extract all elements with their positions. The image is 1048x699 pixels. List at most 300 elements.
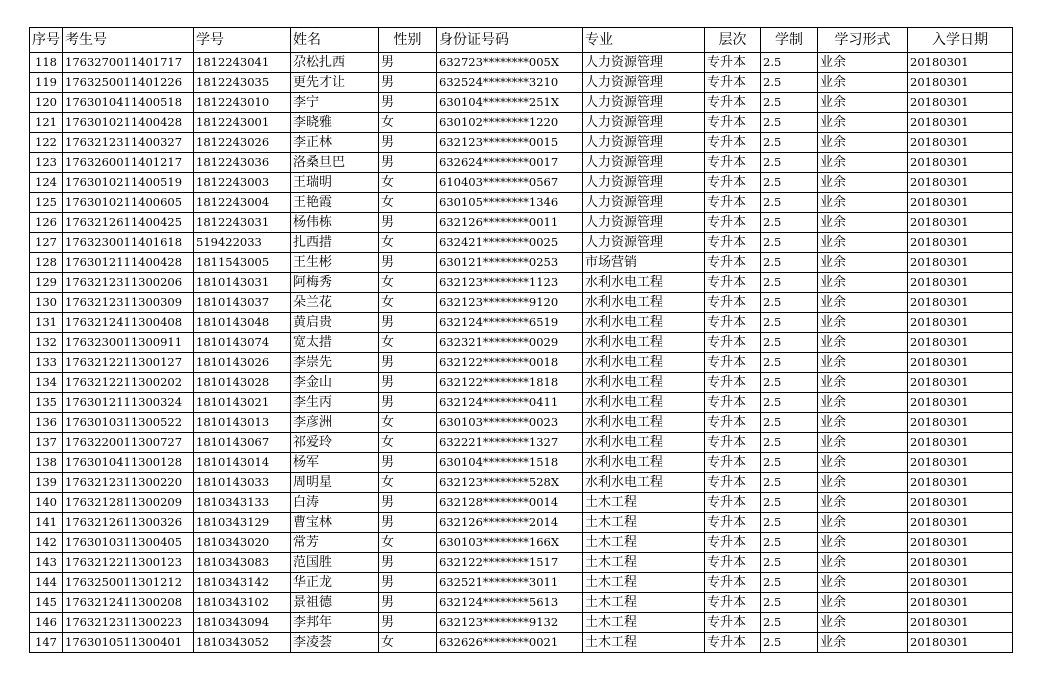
cell-enroll-date: 20180301 [908, 153, 1013, 173]
cell-student-id: 1812243003 [194, 173, 291, 193]
cell-id-card: 632122********1818 [437, 373, 583, 393]
cell-study-form: 业余 [818, 333, 908, 353]
cell-seq: 136 [30, 413, 63, 433]
cell-name: 祁爱玲 [291, 433, 379, 453]
cell-level: 专升本 [705, 393, 761, 413]
cell-level: 专升本 [705, 313, 761, 333]
cell-enroll-date: 20180301 [908, 213, 1013, 233]
cell-level: 专升本 [705, 573, 761, 593]
cell-student-id: 1812243026 [194, 133, 291, 153]
cell-study-form: 业余 [818, 533, 908, 553]
cell-study-form: 业余 [818, 193, 908, 213]
table-row [30, 173, 1013, 193]
cell-duration: 2.5 [761, 133, 818, 153]
cell-id-card: 630103********0023 [437, 413, 583, 433]
cell-enroll-date: 20180301 [908, 173, 1013, 193]
table-row [30, 253, 1013, 273]
cell-name: 杨伟栋 [291, 213, 379, 233]
cell-name: 李彦洲 [291, 413, 379, 433]
cell-student-id: 1812243010 [194, 93, 291, 113]
cell-duration: 2.5 [761, 233, 818, 253]
cell-enroll-date: 20180301 [908, 193, 1013, 213]
cell-id-card: 632124********0411 [437, 393, 583, 413]
cell-seq: 142 [30, 533, 63, 553]
table-row [30, 513, 1013, 533]
cell-name: 尕松扎西 [291, 53, 379, 73]
header-enroll-date: 入学日期 [908, 28, 1013, 53]
cell-seq: 126 [30, 213, 63, 233]
cell-enroll-date: 20180301 [908, 73, 1013, 93]
cell-exam-no: 1763220011300727 [63, 433, 194, 453]
cell-enroll-date: 20180301 [908, 233, 1013, 253]
table-row [30, 93, 1013, 113]
cell-exam-no: 1763010211400519 [63, 173, 194, 193]
cell-duration: 2.5 [761, 373, 818, 393]
cell-study-form: 业余 [818, 213, 908, 233]
cell-duration: 2.5 [761, 53, 818, 73]
cell-id-card: 630103********166X [437, 533, 583, 553]
cell-exam-no: 1763230011401618 [63, 233, 194, 253]
cell-id-card: 632123********9120 [437, 293, 583, 313]
cell-study-form: 业余 [818, 93, 908, 113]
cell-level: 专升本 [705, 533, 761, 553]
cell-major: 水利水电工程 [583, 473, 705, 493]
cell-seq: 143 [30, 553, 63, 573]
cell-level: 专升本 [705, 453, 761, 473]
cell-name: 李宁 [291, 93, 379, 113]
cell-exam-no: 1763212311400327 [63, 133, 194, 153]
cell-gender: 男 [379, 513, 437, 533]
cell-id-card: 632723********005X [437, 53, 583, 73]
cell-gender: 男 [379, 553, 437, 573]
cell-gender: 男 [379, 133, 437, 153]
cell-major: 土木工程 [583, 633, 705, 653]
cell-gender: 男 [379, 53, 437, 73]
cell-student-id: 1810343102 [194, 593, 291, 613]
table-row [30, 133, 1013, 153]
cell-duration: 2.5 [761, 113, 818, 133]
cell-exam-no: 1763260011401217 [63, 153, 194, 173]
cell-name: 黄启贵 [291, 313, 379, 333]
cell-seq: 137 [30, 433, 63, 453]
cell-gender: 男 [379, 93, 437, 113]
cell-id-card: 632122********0018 [437, 353, 583, 373]
cell-major: 土木工程 [583, 493, 705, 513]
cell-seq: 124 [30, 173, 63, 193]
cell-seq: 135 [30, 393, 63, 413]
cell-name: 阿梅秀 [291, 273, 379, 293]
header-study-form: 学习形式 [818, 28, 908, 53]
cell-exam-no: 1763012111400428 [63, 253, 194, 273]
table-row [30, 313, 1013, 333]
cell-level: 专升本 [705, 173, 761, 193]
cell-major: 土木工程 [583, 593, 705, 613]
table-row [30, 553, 1013, 573]
cell-study-form: 业余 [818, 373, 908, 393]
cell-exam-no: 1763012111300324 [63, 393, 194, 413]
cell-level: 专升本 [705, 133, 761, 153]
cell-duration: 2.5 [761, 533, 818, 553]
cell-major: 人力资源管理 [583, 53, 705, 73]
cell-exam-no: 1763270011401717 [63, 53, 194, 73]
table-row [30, 533, 1013, 553]
cell-id-card: 632124********5613 [437, 593, 583, 613]
cell-exam-no: 1763212411300208 [63, 593, 194, 613]
cell-enroll-date: 20180301 [908, 533, 1013, 553]
cell-gender: 男 [379, 373, 437, 393]
cell-study-form: 业余 [818, 253, 908, 273]
cell-name: 李正林 [291, 133, 379, 153]
cell-gender: 女 [379, 113, 437, 133]
cell-seq: 122 [30, 133, 63, 153]
cell-name: 李崇先 [291, 353, 379, 373]
cell-study-form: 业余 [818, 133, 908, 153]
cell-level: 专升本 [705, 353, 761, 373]
cell-level: 专升本 [705, 213, 761, 233]
cell-student-id: 519422033 [194, 233, 291, 253]
table-row [30, 493, 1013, 513]
cell-study-form: 业余 [818, 153, 908, 173]
header-seq: 序号 [30, 28, 63, 53]
cell-study-form: 业余 [818, 553, 908, 573]
cell-major: 土木工程 [583, 573, 705, 593]
cell-level: 专升本 [705, 553, 761, 573]
table-row [30, 453, 1013, 473]
cell-seq: 147 [30, 633, 63, 653]
cell-gender: 女 [379, 433, 437, 453]
table-row [30, 213, 1013, 233]
cell-level: 专升本 [705, 193, 761, 213]
cell-name: 华正龙 [291, 573, 379, 593]
header-name: 姓名 [291, 28, 379, 53]
cell-student-id: 1812243041 [194, 53, 291, 73]
cell-enroll-date: 20180301 [908, 513, 1013, 533]
cell-student-id: 1812243035 [194, 73, 291, 93]
cell-duration: 2.5 [761, 353, 818, 373]
cell-study-form: 业余 [818, 473, 908, 493]
cell-name: 景祖德 [291, 593, 379, 613]
cell-level: 专升本 [705, 73, 761, 93]
cell-gender: 男 [379, 593, 437, 613]
cell-level: 专升本 [705, 333, 761, 353]
cell-level: 专升本 [705, 433, 761, 453]
cell-duration: 2.5 [761, 213, 818, 233]
cell-seq: 133 [30, 353, 63, 373]
cell-duration: 2.5 [761, 513, 818, 533]
cell-student-id: 1812243001 [194, 113, 291, 133]
cell-duration: 2.5 [761, 333, 818, 353]
cell-student-id: 1810343094 [194, 613, 291, 633]
cell-seq: 145 [30, 593, 63, 613]
cell-major: 市场营销 [583, 253, 705, 273]
cell-level: 专升本 [705, 253, 761, 273]
cell-exam-no: 1763212311300220 [63, 473, 194, 493]
cell-level: 专升本 [705, 53, 761, 73]
cell-id-card: 630104********1518 [437, 453, 583, 473]
cell-gender: 男 [379, 393, 437, 413]
table-row [30, 433, 1013, 453]
cell-level: 专升本 [705, 513, 761, 533]
cell-student-id: 1812243004 [194, 193, 291, 213]
cell-major: 土木工程 [583, 513, 705, 533]
table-row [30, 333, 1013, 353]
cell-id-card: 630105********1346 [437, 193, 583, 213]
cell-duration: 2.5 [761, 273, 818, 293]
cell-student-id: 1812243031 [194, 213, 291, 233]
cell-enroll-date: 20180301 [908, 373, 1013, 393]
cell-id-card: 630104********251X [437, 93, 583, 113]
cell-id-card: 632421********0025 [437, 233, 583, 253]
cell-exam-no: 1763010411400518 [63, 93, 194, 113]
cell-seq: 130 [30, 293, 63, 313]
cell-seq: 123 [30, 153, 63, 173]
cell-level: 专升本 [705, 473, 761, 493]
cell-level: 专升本 [705, 493, 761, 513]
cell-duration: 2.5 [761, 313, 818, 333]
cell-level: 专升本 [705, 113, 761, 133]
cell-name: 洛桑旦巴 [291, 153, 379, 173]
header-id-card: 身份证号码 [437, 28, 583, 53]
cell-gender: 男 [379, 573, 437, 593]
table-row [30, 53, 1013, 73]
cell-student-id: 1810143013 [194, 413, 291, 433]
cell-enroll-date: 20180301 [908, 633, 1013, 653]
cell-student-id: 1812243036 [194, 153, 291, 173]
cell-id-card: 632524********3210 [437, 73, 583, 93]
cell-duration: 2.5 [761, 573, 818, 593]
cell-exam-no: 1763010211400428 [63, 113, 194, 133]
cell-enroll-date: 20180301 [908, 293, 1013, 313]
cell-major: 水利水电工程 [583, 373, 705, 393]
cell-duration: 2.5 [761, 173, 818, 193]
cell-exam-no: 1763212311300309 [63, 293, 194, 313]
cell-gender: 女 [379, 273, 437, 293]
cell-gender: 女 [379, 473, 437, 493]
cell-id-card: 632126********2014 [437, 513, 583, 533]
cell-seq: 132 [30, 333, 63, 353]
cell-major: 水利水电工程 [583, 313, 705, 333]
cell-exam-no: 1763212611300326 [63, 513, 194, 533]
cell-exam-no: 1763010311300405 [63, 533, 194, 553]
cell-seq: 138 [30, 453, 63, 473]
cell-study-form: 业余 [818, 453, 908, 473]
cell-seq: 128 [30, 253, 63, 273]
cell-gender: 男 [379, 453, 437, 473]
cell-major: 水利水电工程 [583, 353, 705, 373]
cell-gender: 女 [379, 293, 437, 313]
cell-student-id: 1810143028 [194, 373, 291, 393]
cell-duration: 2.5 [761, 253, 818, 273]
cell-name: 曹宝林 [291, 513, 379, 533]
cell-level: 专升本 [705, 233, 761, 253]
cell-duration: 2.5 [761, 593, 818, 613]
cell-enroll-date: 20180301 [908, 453, 1013, 473]
cell-seq: 125 [30, 193, 63, 213]
cell-major: 人力资源管理 [583, 193, 705, 213]
cell-exam-no: 1763212211300123 [63, 553, 194, 573]
cell-level: 专升本 [705, 593, 761, 613]
cell-student-id: 1810343020 [194, 533, 291, 553]
cell-id-card: 632123********9132 [437, 613, 583, 633]
table-row [30, 633, 1013, 653]
cell-study-form: 业余 [818, 433, 908, 453]
cell-name: 李邦年 [291, 613, 379, 633]
header-gender: 性别 [379, 28, 437, 53]
cell-gender: 女 [379, 333, 437, 353]
cell-student-id: 1810143037 [194, 293, 291, 313]
cell-id-card: 632123********0015 [437, 133, 583, 153]
cell-gender: 女 [379, 533, 437, 553]
cell-duration: 2.5 [761, 93, 818, 113]
header-duration: 学制 [761, 28, 818, 53]
cell-exam-no: 1763212311300206 [63, 273, 194, 293]
cell-major: 水利水电工程 [583, 393, 705, 413]
cell-study-form: 业余 [818, 513, 908, 533]
cell-id-card: 632123********528X [437, 473, 583, 493]
cell-gender: 女 [379, 173, 437, 193]
cell-id-card: 632128********0014 [437, 493, 583, 513]
cell-major: 人力资源管理 [583, 113, 705, 133]
cell-enroll-date: 20180301 [908, 273, 1013, 293]
table-row [30, 153, 1013, 173]
cell-major: 水利水电工程 [583, 273, 705, 293]
cell-study-form: 业余 [818, 573, 908, 593]
cell-gender: 女 [379, 193, 437, 213]
cell-major: 人力资源管理 [583, 233, 705, 253]
cell-seq: 120 [30, 93, 63, 113]
cell-study-form: 业余 [818, 273, 908, 293]
cell-duration: 2.5 [761, 433, 818, 453]
cell-name: 李晓雅 [291, 113, 379, 133]
cell-study-form: 业余 [818, 293, 908, 313]
cell-id-card: 632521********3011 [437, 573, 583, 593]
header-exam-no: 考生号 [63, 28, 194, 53]
cell-name: 范国胜 [291, 553, 379, 573]
table-body [30, 53, 1013, 653]
student-table-container [29, 27, 1013, 653]
cell-student-id: 1811543005 [194, 253, 291, 273]
cell-exam-no: 1763010511300401 [63, 633, 194, 653]
cell-enroll-date: 20180301 [908, 333, 1013, 353]
cell-name: 李生丙 [291, 393, 379, 413]
table-row [30, 393, 1013, 413]
cell-seq: 121 [30, 113, 63, 133]
table-row [30, 113, 1013, 133]
table-row [30, 273, 1013, 293]
cell-seq: 118 [30, 53, 63, 73]
cell-major: 人力资源管理 [583, 93, 705, 113]
table-row [30, 353, 1013, 373]
cell-seq: 129 [30, 273, 63, 293]
cell-seq: 131 [30, 313, 63, 333]
cell-study-form: 业余 [818, 313, 908, 333]
table-row [30, 293, 1013, 313]
cell-seq: 141 [30, 513, 63, 533]
cell-gender: 男 [379, 253, 437, 273]
cell-name: 李金山 [291, 373, 379, 393]
cell-name: 杨军 [291, 453, 379, 473]
cell-seq: 134 [30, 373, 63, 393]
cell-name: 王生彬 [291, 253, 379, 273]
table-row [30, 193, 1013, 213]
cell-level: 专升本 [705, 153, 761, 173]
cell-enroll-date: 20180301 [908, 353, 1013, 373]
cell-major: 水利水电工程 [583, 293, 705, 313]
cell-major: 土木工程 [583, 553, 705, 573]
cell-enroll-date: 20180301 [908, 573, 1013, 593]
cell-student-id: 1810343129 [194, 513, 291, 533]
cell-seq: 146 [30, 613, 63, 633]
cell-duration: 2.5 [761, 73, 818, 93]
cell-enroll-date: 20180301 [908, 613, 1013, 633]
cell-exam-no: 1763212811300209 [63, 493, 194, 513]
cell-name: 更先才让 [291, 73, 379, 93]
cell-id-card: 630121********0253 [437, 253, 583, 273]
cell-name: 宽太措 [291, 333, 379, 353]
cell-enroll-date: 20180301 [908, 253, 1013, 273]
cell-id-card: 610403********0567 [437, 173, 583, 193]
cell-student-id: 1810143074 [194, 333, 291, 353]
cell-id-card: 632626********0021 [437, 633, 583, 653]
cell-gender: 女 [379, 633, 437, 653]
cell-level: 专升本 [705, 373, 761, 393]
table-row [30, 233, 1013, 253]
cell-id-card: 632221********1327 [437, 433, 583, 453]
cell-enroll-date: 20180301 [908, 473, 1013, 493]
cell-study-form: 业余 [818, 493, 908, 513]
cell-study-form: 业余 [818, 233, 908, 253]
cell-duration: 2.5 [761, 553, 818, 573]
cell-major: 人力资源管理 [583, 153, 705, 173]
cell-student-id: 1810343142 [194, 573, 291, 593]
cell-exam-no: 1763212311300223 [63, 613, 194, 633]
cell-student-id: 1810143026 [194, 353, 291, 373]
cell-study-form: 业余 [818, 413, 908, 433]
cell-enroll-date: 20180301 [908, 133, 1013, 153]
cell-major: 水利水电工程 [583, 333, 705, 353]
header-row [30, 28, 1013, 53]
cell-study-form: 业余 [818, 593, 908, 613]
cell-gender: 男 [379, 153, 437, 173]
cell-student-id: 1810343083 [194, 553, 291, 573]
table-row [30, 573, 1013, 593]
cell-enroll-date: 20180301 [908, 53, 1013, 73]
cell-enroll-date: 20180301 [908, 553, 1013, 573]
cell-major: 人力资源管理 [583, 213, 705, 233]
cell-study-form: 业余 [818, 613, 908, 633]
cell-id-card: 632122********1517 [437, 553, 583, 573]
cell-name: 李凌荟 [291, 633, 379, 653]
cell-exam-no: 1763010211400605 [63, 193, 194, 213]
cell-gender: 男 [379, 353, 437, 373]
cell-seq: 127 [30, 233, 63, 253]
cell-exam-no: 1763230011300911 [63, 333, 194, 353]
cell-major: 土木工程 [583, 613, 705, 633]
cell-name: 扎西措 [291, 233, 379, 253]
cell-student-id: 1810143033 [194, 473, 291, 493]
cell-id-card: 632123********1123 [437, 273, 583, 293]
cell-level: 专升本 [705, 633, 761, 653]
cell-major: 人力资源管理 [583, 73, 705, 93]
cell-gender: 男 [379, 493, 437, 513]
cell-major: 水利水电工程 [583, 413, 705, 433]
cell-gender: 男 [379, 613, 437, 633]
cell-major: 人力资源管理 [583, 133, 705, 153]
cell-major: 土木工程 [583, 533, 705, 553]
cell-duration: 2.5 [761, 613, 818, 633]
cell-id-card: 632624********0017 [437, 153, 583, 173]
cell-duration: 2.5 [761, 633, 818, 653]
